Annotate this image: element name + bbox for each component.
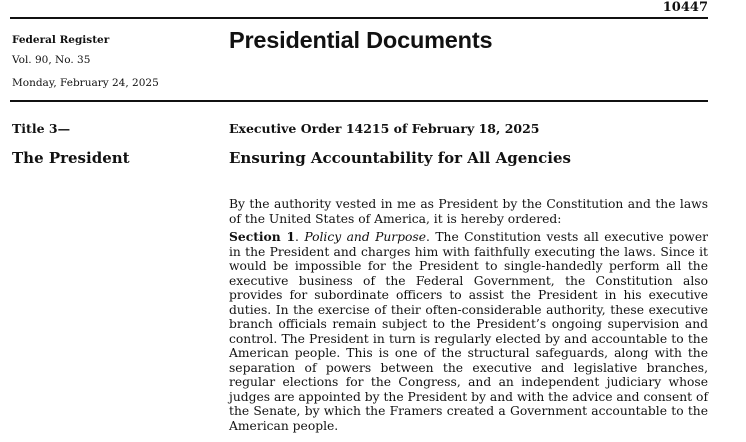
order-body — [229, 197, 708, 437]
top-divider — [10, 17, 708, 19]
section-text: The Constitution vests all executive power in the President and charges him with faithfully executing the laws. Since it would be impossible for the President to single-handedly perform all the executive business of the Federal Government, the Constitution also provides for subordinate officers to assist the President in his executive duties. In the exercise of their often-considerable authority, these executive branch officials remain subject to the President’s ongoing supervision and control. The President in turn is regularly elected by and accountable to the American people. This is one of the structural safeguards, along with the separation of powers between the executive and legislative branches, regular elections for the Congress, and an independent judiciary whose judges are appointed by the President by and with the advice and consent of the Senate, by which the Framers created a Government accountable to the American people. — [229, 230, 708, 433]
page-number: 10447 — [662, 0, 708, 15]
section-heading-text: Policy and Purpose — [304, 230, 427, 244]
section-divider — [10, 100, 708, 102]
publication-name: Federal Register — [12, 34, 110, 46]
title-name: The President — [12, 149, 130, 167]
title-number: Title 3— — [12, 121, 71, 136]
section-label: Section 1 — [229, 229, 296, 244]
executive-order-title: Ensuring Accountability for All Agencies — [229, 149, 571, 167]
volume-number: Vol. 90, No. 35 — [12, 54, 91, 66]
section-1: Section 1. Policy and Purpose. The Constitution vests all executive power in the President and charges him with faithfully executing the laws. Since it would be impossible for the President to single-handedly perform all the executive business of the Federal Government, the Constitution also provides for subordinate officers to assist the President in his executive duties. In the exercise of their often-considerable authority, these executive branch officials remain subject to the President’s ongoing supervision and control. The President in turn is regularly elected by and accountable to the American people. This is one of the structural safeguards, along with the separation of powers between the executive and legislative branches, regular elections for the Congress, and an independent judiciary whose judges are appointed by the President by and with the advice and consent of the Senate, by which the Framers created a Government accountable to the American people. — [229, 229, 708, 433]
executive-order-number: Executive Order 14215 of February 18, 2025 — [229, 121, 540, 136]
publication-date: Monday, February 24, 2025 — [12, 77, 159, 89]
preamble: By the authority vested in me as President by the Constitution and the laws of the United States of America, it is hereby ordered: — [229, 197, 708, 226]
section-heading: Presidential Documents — [229, 27, 493, 53]
